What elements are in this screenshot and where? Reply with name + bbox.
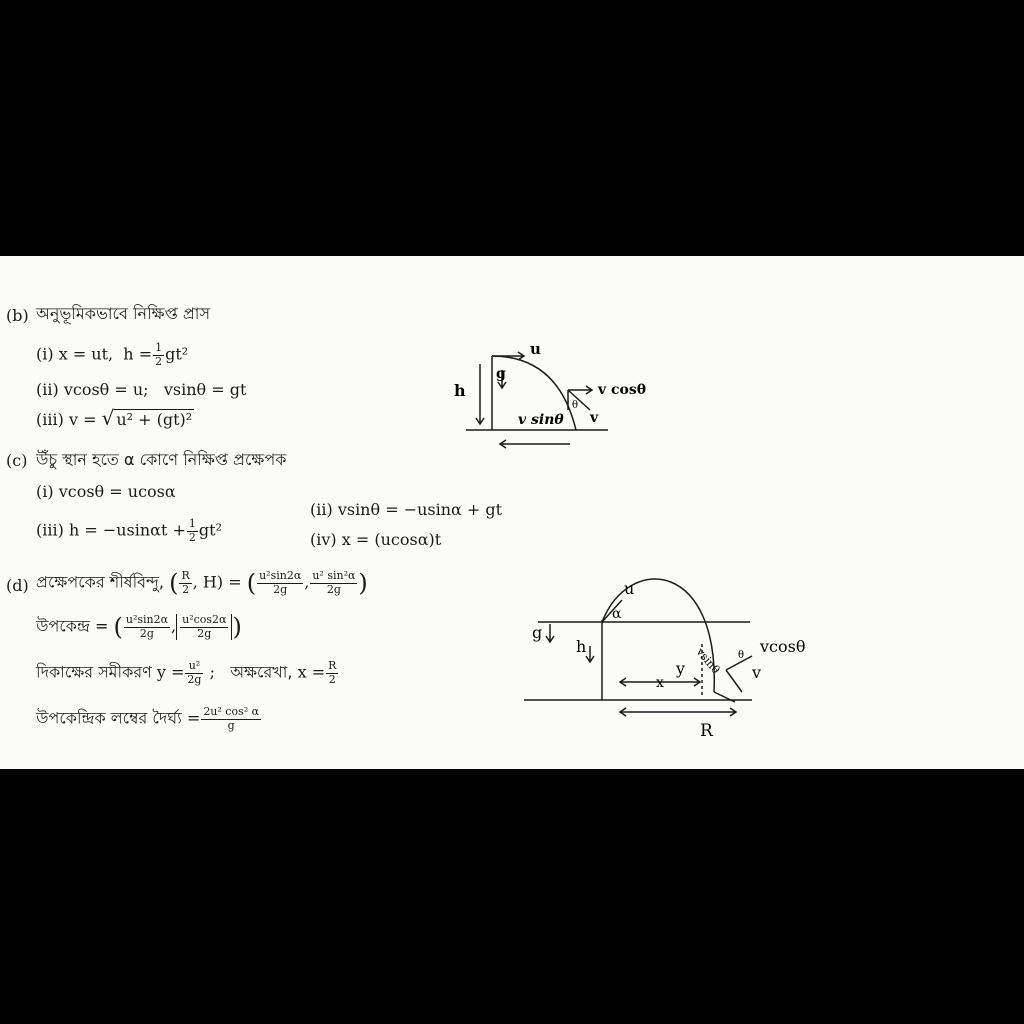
vcos-label: vcosθ bbox=[760, 637, 806, 656]
section-c-heading: উঁচু স্থান হতে α কোণে নিক্ষিপ্ত প্রক্ষেপক bbox=[36, 450, 287, 469]
c-eq-3: (iii) h = −usinαt + $\frac{1}{2}$ gt² bbox=[36, 517, 222, 544]
g-label: g bbox=[532, 623, 543, 642]
y-label: y bbox=[676, 659, 686, 678]
b-eq-1: (i) x = ut, h = $\frac{1}{2}$ gt² bbox=[36, 341, 189, 368]
vsin-label: v sinθ bbox=[518, 412, 564, 428]
fraction-half: $\frac{1}{2}$ bbox=[188, 517, 196, 544]
u-label: u bbox=[530, 340, 541, 358]
theta-label: θ bbox=[738, 650, 745, 661]
d-latus-rectum: উপকেন্দ্রিক লম্বের দৈর্ঘ্য = $\frac{\text{2u² cos² α}}{g}$ bbox=[36, 705, 260, 732]
u-label: u bbox=[624, 579, 635, 598]
x-label: x bbox=[656, 675, 664, 691]
v-label: v bbox=[752, 663, 762, 682]
h-label: h bbox=[454, 381, 466, 400]
c-eq-4: (iv) x = (ucosα)t bbox=[310, 530, 442, 549]
c-eq-2: (ii) vsinθ = −usinα + gt bbox=[310, 500, 503, 519]
theta-label: θ bbox=[572, 400, 579, 411]
vsin-label: vsinθ bbox=[693, 645, 723, 677]
textbook-page bbox=[0, 256, 1024, 769]
fraction-half: $\frac{1}{2}$ bbox=[155, 341, 163, 368]
section-d-label: (d) bbox=[6, 576, 29, 595]
range-label: R bbox=[700, 721, 713, 741]
section-b-label: (b) bbox=[6, 306, 29, 325]
v-arrow bbox=[726, 670, 742, 692]
angled-projectile-figure bbox=[520, 572, 830, 742]
section-b-heading: অনুভূমিকভাবে নিক্ষিপ্ত প্রাস bbox=[36, 304, 211, 323]
vcos-label: v cosθ bbox=[598, 382, 647, 398]
section-c-label: (c) bbox=[6, 451, 28, 470]
d-vertex: প্রক্ষেপকের শীর্ষবিন্দু, ( $\frac{R}{2}$ , H) = ( $\frac{\text{u²sin2α}}{2g}$ , $\frac{\text{u² sin²α}}{2g}$ ) bbox=[36, 569, 368, 598]
b-eq-3: (iii) v = √ u² + (gt)² bbox=[36, 406, 193, 430]
c-eq-1: (i) vcosθ = ucosα bbox=[36, 482, 176, 501]
horizontal-projectile-figure bbox=[440, 336, 680, 456]
d-directrix: দিকাক্ষের সমীকরণ y = $\frac{\text{u²}}{2g}$ ; অক্ষরেখা, x = $\frac{R}{2}$ bbox=[36, 659, 337, 686]
d-focus: উপকেন্দ্র = ( $\frac{\text{u²sin2α}}{2g}$ , $\frac{\text{u²cos2α}}{2g}$ ) bbox=[36, 613, 242, 642]
h-label: h bbox=[576, 637, 587, 656]
b-eq-2: (ii) vcosθ = u; vsinθ = gt bbox=[36, 380, 247, 399]
g-label: g bbox=[496, 366, 506, 382]
v-label: v bbox=[590, 410, 599, 426]
alpha-label: α bbox=[612, 606, 622, 622]
